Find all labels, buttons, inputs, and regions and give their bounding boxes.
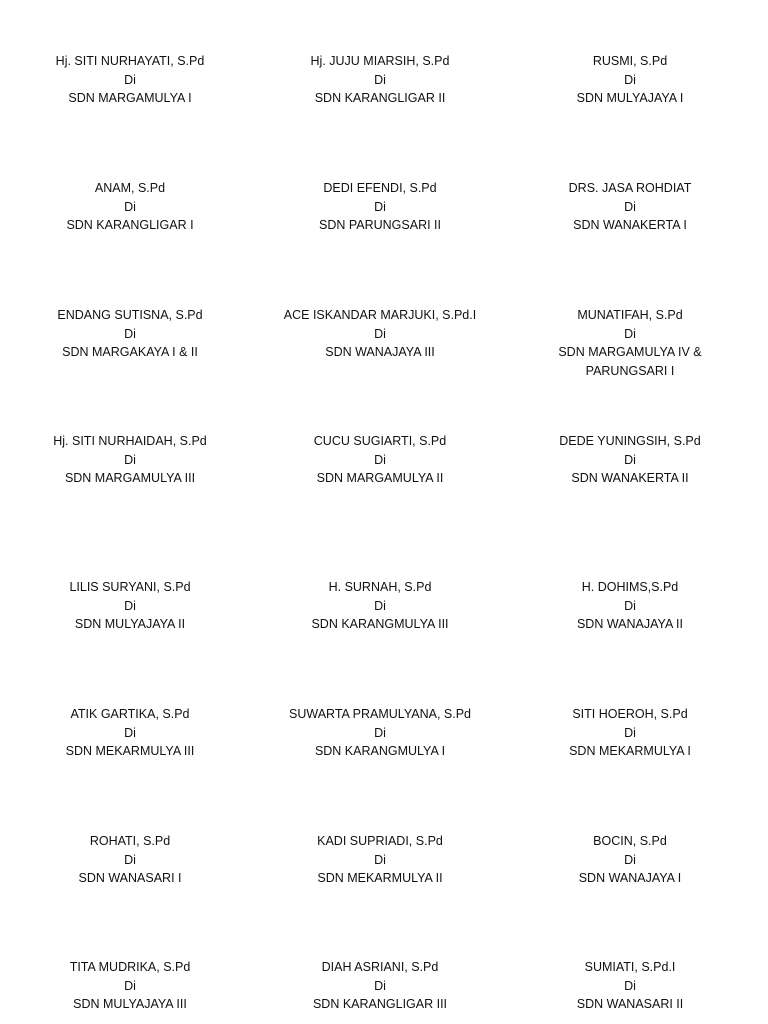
address-label xyxy=(260,432,500,488)
recipient-school: SDN MULYAJAYA I xyxy=(576,91,684,105)
recipient-name: RUSMI, S.Pd xyxy=(592,54,668,68)
recipient-di: Di xyxy=(624,326,636,341)
address-label xyxy=(260,578,500,634)
address-label xyxy=(510,832,750,888)
recipient-di: Di xyxy=(124,452,136,467)
address-label xyxy=(10,578,250,634)
recipient-name: MUNATIFAH, S.Pd xyxy=(577,308,683,322)
address-label xyxy=(260,705,500,761)
recipient-school: SDN MARGAMULYA I xyxy=(68,91,192,105)
recipient-di: Di xyxy=(374,598,386,613)
recipient-name: LILIS SURYANI, S.Pd xyxy=(69,580,191,594)
recipient-name: H. SURNAH, S.Pd xyxy=(328,580,432,594)
recipient-name: SUWARTA PRAMULYANA, S.Pd xyxy=(289,707,471,721)
recipient-school: SDN KARANGLIGAR III xyxy=(312,997,448,1011)
address-label xyxy=(510,958,750,1014)
recipient-name: ANAM, S.Pd xyxy=(94,181,166,195)
recipient-school: SDN MARGAMULYA IV & PARUNGSARI I xyxy=(558,345,702,378)
recipient-name: DEDI EFENDI, S.Pd xyxy=(323,181,437,195)
recipient-school: SDN KARANGMULYA I xyxy=(314,744,446,758)
address-label xyxy=(10,179,250,235)
address-label xyxy=(10,705,250,761)
recipient-school: SDN MULYAJAYA II xyxy=(74,617,186,631)
recipient-school: SDN KARANGLIGAR II xyxy=(314,91,446,105)
recipient-name: Hj. SITI NURHAIDAH, S.Pd xyxy=(53,434,207,448)
recipient-name: Hj. SITI NURHAYATI, S.Pd xyxy=(55,54,205,68)
recipient-name: DEDE YUNINGSIH, S.Pd xyxy=(559,434,701,448)
address-label xyxy=(510,52,750,108)
recipient-school: SDN WANAJAYA II xyxy=(576,617,684,631)
recipient-di: Di xyxy=(124,199,136,214)
address-label xyxy=(10,958,250,1014)
recipient-name: KADI SUPRIADI, S.Pd xyxy=(317,834,443,848)
recipient-di: Di xyxy=(124,598,136,613)
recipient-school: SDN MARGAKAYA I & II xyxy=(62,345,198,359)
recipient-name: ACE ISKANDAR MARJUKI, S.Pd.I xyxy=(283,308,477,322)
recipient-di: Di xyxy=(374,72,386,87)
recipient-school: SDN WANASARI II xyxy=(576,997,684,1011)
recipient-di: Di xyxy=(124,852,136,867)
address-label xyxy=(10,832,250,888)
recipient-name: TITA MUDRIKA, S.Pd xyxy=(69,960,191,974)
address-label xyxy=(10,306,250,362)
recipient-school: SDN MULYAJAYA III xyxy=(73,997,187,1011)
recipient-name: SUMIATI, S.Pd.I xyxy=(584,960,676,974)
recipient-school: SDN KARANGMULYA III xyxy=(311,617,449,631)
recipient-di: Di xyxy=(374,452,386,467)
recipient-school: SDN MEKARMULYA III xyxy=(65,744,195,758)
address-label xyxy=(260,52,500,108)
recipient-name: Hj. JUJU MIARSIH, S.Pd xyxy=(310,54,450,68)
address-label xyxy=(510,705,750,761)
recipient-di: Di xyxy=(124,978,136,993)
address-label xyxy=(510,432,750,488)
recipient-di: Di xyxy=(624,598,636,613)
address-label xyxy=(260,179,500,235)
recipient-name: SITI HOEROH, S.Pd xyxy=(572,707,688,721)
recipient-school: SDN PARUNGSARI II xyxy=(318,218,441,232)
recipient-di: Di xyxy=(124,725,136,740)
address-label xyxy=(260,958,500,1014)
recipient-name: BOCIN, S.Pd xyxy=(593,834,667,848)
recipient-school: SDN WANAJAYA III xyxy=(325,345,435,359)
recipient-school: SDN KARANGLIGAR I xyxy=(66,218,194,232)
recipient-di: Di xyxy=(374,978,386,993)
recipient-school: SDN MEKARMULYA II xyxy=(317,871,443,885)
recipient-di: Di xyxy=(374,852,386,867)
recipient-di: Di xyxy=(124,326,136,341)
recipient-school: SDN WANAJAYA I xyxy=(578,871,682,885)
address-label xyxy=(510,578,750,634)
address-label xyxy=(260,832,500,888)
recipient-name: DRS. JASA ROHDIAT xyxy=(568,181,692,195)
recipient-di: Di xyxy=(374,725,386,740)
recipient-name: H. DOHIMS,S.Pd xyxy=(581,580,679,594)
recipient-name: DIAH ASRIANI, S.Pd xyxy=(321,960,439,974)
address-label xyxy=(510,306,750,380)
recipient-name: ROHATI, S.Pd xyxy=(89,834,171,848)
recipient-di: Di xyxy=(624,852,636,867)
recipient-di: Di xyxy=(624,452,636,467)
address-label xyxy=(10,432,250,488)
recipient-school: SDN WANAKERTA I xyxy=(573,218,687,232)
recipient-name: CUCU SUGIARTI, S.Pd xyxy=(313,434,447,448)
recipient-di: Di xyxy=(374,326,386,341)
recipient-school: SDN WANAKERTA II xyxy=(571,471,689,485)
recipient-name: ENDANG SUTISNA, S.Pd xyxy=(57,308,203,322)
address-label xyxy=(10,52,250,108)
recipient-school: SDN WANASARI I xyxy=(78,871,182,885)
recipient-school: SDN MARGAMULYA III xyxy=(64,471,196,485)
address-label xyxy=(260,306,500,362)
recipient-di: Di xyxy=(624,978,636,993)
recipient-name: ATIK GARTIKA, S.Pd xyxy=(70,707,190,721)
recipient-school: SDN MARGAMULYA II xyxy=(316,471,444,485)
recipient-di: Di xyxy=(624,72,636,87)
recipient-di: Di xyxy=(624,725,636,740)
recipient-di: Di xyxy=(124,72,136,87)
recipient-school: SDN MEKARMULYA I xyxy=(569,744,691,758)
recipient-di: Di xyxy=(374,199,386,214)
recipient-di: Di xyxy=(624,199,636,214)
address-label xyxy=(510,179,750,235)
